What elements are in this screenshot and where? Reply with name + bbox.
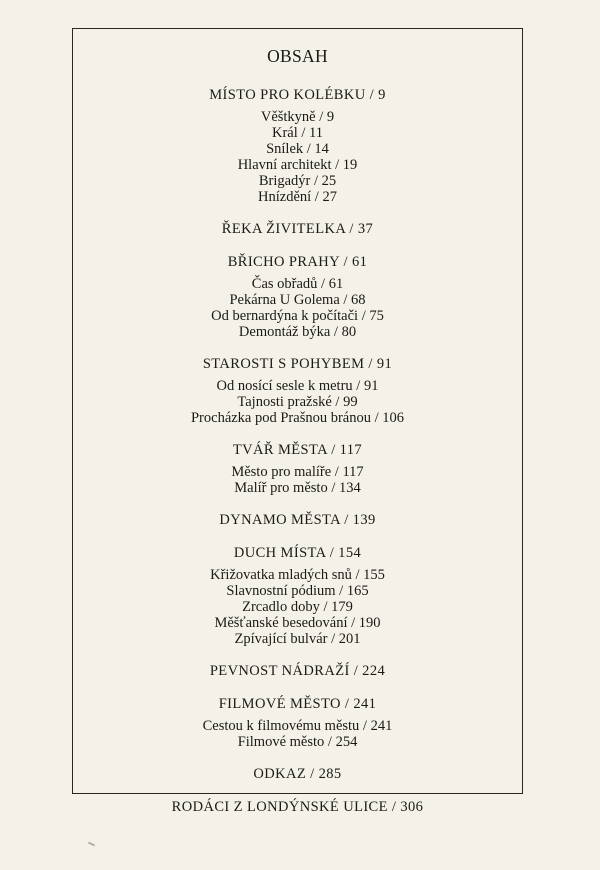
toc-section: [73, 254, 522, 340]
toc-subsection-item: Zpívající bulvár / 201: [234, 631, 361, 647]
section-spacer: [73, 647, 522, 663]
toc-subsection-list: [73, 718, 522, 750]
toc-subsection-item: Křižovatka mladých snů / 155: [210, 567, 385, 583]
toc-section-heading: STAROSTI S POHYBEM / 91: [202, 356, 393, 372]
toc-subsection-item: Malíř pro město / 134: [234, 480, 361, 496]
toc-frame: [72, 28, 523, 815]
toc-subsection-item: Brigadýr / 25: [258, 173, 337, 189]
toc-subsection-item: Cestou k filmovému městu / 241: [202, 718, 393, 734]
toc-subsection-item: Čas obřadů / 61: [251, 276, 344, 292]
toc-section: [73, 512, 522, 529]
toc-section-heading: DUCH MÍSTA / 154: [233, 545, 362, 561]
toc-section-heading: FILMOVÉ MĚSTO / 241: [218, 696, 377, 712]
toc-section-heading: BŘICHO PRAHY / 61: [227, 254, 368, 270]
toc-subsection-item: Slavnostní pódium / 165: [226, 583, 369, 599]
toc-section: [73, 442, 522, 496]
toc-section: [73, 663, 522, 680]
toc-section-heading: RODÁCI Z LONDÝNSKÉ ULICE / 306: [171, 799, 424, 815]
toc-subsection-item: Snílek / 14: [266, 141, 329, 157]
toc-title: OBSAH: [267, 46, 328, 66]
section-spacer: [73, 783, 522, 799]
toc-section-heading: TVÁŘ MĚSTA / 117: [232, 442, 363, 458]
toc-subsection-item: Hnízdění / 27: [258, 189, 337, 205]
toc-subsection-list: [73, 567, 522, 647]
section-spacer: [73, 340, 522, 356]
toc-subsection-item: Král / 11: [271, 125, 323, 141]
toc-section: [73, 696, 522, 750]
section-spacer: [73, 529, 522, 545]
toc-section-heading: PEVNOST NÁDRAŽÍ / 224: [209, 663, 386, 679]
toc-section: [73, 221, 522, 238]
section-spacer: [73, 426, 522, 442]
toc-list: [73, 87, 522, 816]
section-spacer: [73, 496, 522, 512]
toc-section-heading: ŘEKA ŽIVITELKA / 37: [221, 221, 374, 237]
toc-section: [73, 87, 522, 205]
toc-subsection-item: Filmové město / 254: [237, 734, 358, 750]
toc-subsection-list: [73, 378, 522, 426]
section-spacer: [73, 205, 522, 221]
toc-section: [73, 799, 522, 816]
toc-subsection-item: Od nosící sesle k metru / 91: [216, 378, 379, 394]
toc-subsection-item: Procházka pod Prašnou bránou / 106: [190, 410, 405, 426]
toc-section-heading: MÍSTO PRO KOLÉBKU / 9: [209, 87, 386, 103]
toc-subsection-list: [73, 276, 522, 340]
toc-subsection-item: Měšťanské besedování / 190: [214, 615, 381, 631]
toc-subsection-item: Město pro malíře / 117: [231, 464, 364, 480]
toc-subsection-list: [73, 109, 522, 205]
toc-subsection-item: Zrcadlo doby / 179: [242, 599, 353, 615]
toc-section-heading: ODKAZ / 285: [253, 766, 342, 782]
section-spacer: [73, 750, 522, 766]
page-speck: [88, 842, 95, 847]
toc-subsection-list: [73, 464, 522, 496]
toc-section: [73, 356, 522, 426]
toc-subsection-item: Věštkyně / 9: [260, 109, 335, 125]
toc-subsection-item: Tajnosti pražské / 99: [237, 394, 358, 410]
toc-subsection-item: Demontáž býka / 80: [238, 324, 357, 340]
toc-section: [73, 545, 522, 647]
toc-section: [73, 766, 522, 783]
toc-subsection-item: Pekárna U Golema / 68: [229, 292, 366, 308]
toc-subsection-item: Od bernardýna k počítači / 75: [211, 308, 384, 324]
toc-section-heading: DYNAMO MĚSTA / 139: [219, 512, 376, 528]
toc-subsection-item: Hlavní architekt / 19: [237, 157, 358, 173]
section-spacer: [73, 680, 522, 696]
section-spacer: [73, 238, 522, 254]
toc-content: [73, 45, 522, 816]
